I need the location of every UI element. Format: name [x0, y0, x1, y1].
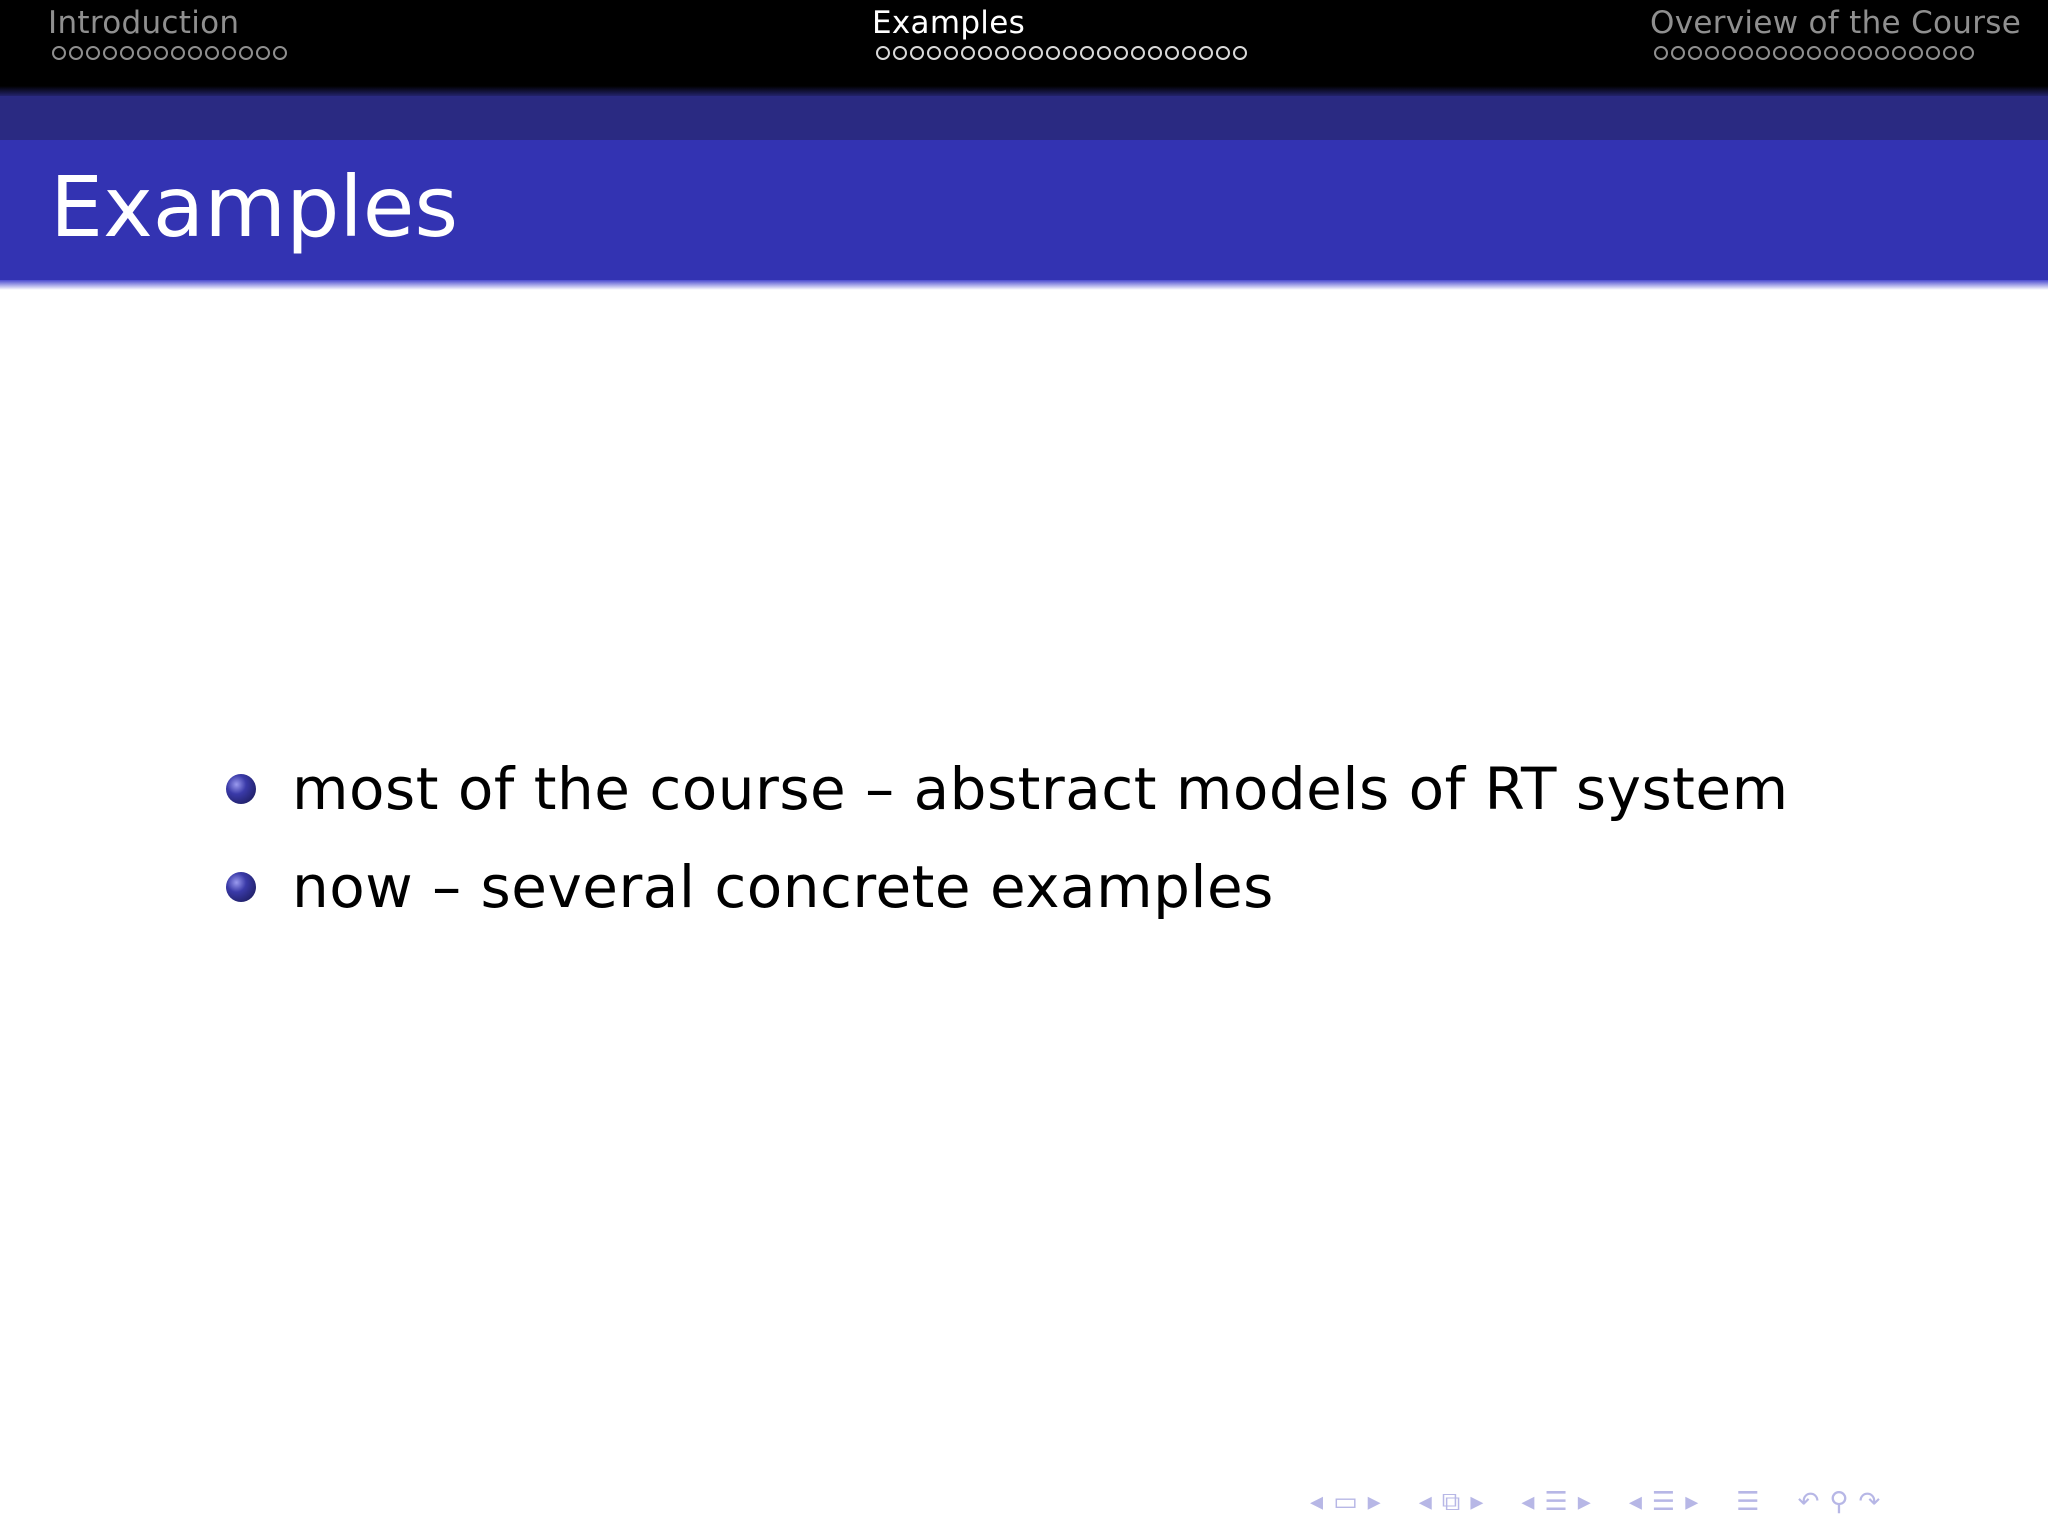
nav-dot[interactable] — [1773, 46, 1787, 60]
nav-dot[interactable] — [1926, 46, 1940, 60]
nav-dot[interactable] — [205, 46, 219, 60]
nav-section-title[interactable]: Examples — [872, 5, 1026, 41]
nav-dot[interactable] — [171, 46, 185, 60]
bullet-icon — [226, 872, 256, 902]
nav-dot[interactable] — [239, 46, 253, 60]
list-item — [226, 838, 1789, 936]
nav-section-introduction[interactable] — [48, 0, 287, 60]
nav-dot[interactable] — [1131, 46, 1145, 60]
nav-dot[interactable] — [1029, 46, 1043, 60]
nav-section-dots — [52, 46, 287, 60]
nav-section-examples[interactable] — [872, 0, 1247, 60]
nav-dot[interactable] — [1165, 46, 1179, 60]
nav-dot[interactable] — [1807, 46, 1821, 60]
arrow-right-icon[interactable]: ▸ — [1367, 1487, 1381, 1517]
nav-dot[interactable] — [1858, 46, 1872, 60]
nav-dot[interactable] — [52, 46, 66, 60]
title-bar-shadow — [0, 280, 2048, 290]
nav-dot[interactable] — [86, 46, 100, 60]
nav-dot[interactable] — [137, 46, 151, 60]
nav-dot[interactable] — [961, 46, 975, 60]
nav-dot[interactable] — [1063, 46, 1077, 60]
nav-dot[interactable] — [1739, 46, 1753, 60]
nav-dot[interactable] — [1960, 46, 1974, 60]
nav-dot[interactable] — [978, 46, 992, 60]
nav-dot[interactable] — [1216, 46, 1230, 60]
nav-dot[interactable] — [1199, 46, 1213, 60]
nav-section-title[interactable]: Introduction — [48, 5, 240, 41]
nav-dot[interactable] — [154, 46, 168, 60]
arrow-right-icon[interactable]: ▸ — [1685, 1487, 1699, 1517]
nav-dot[interactable] — [1080, 46, 1094, 60]
nav-dot[interactable] — [944, 46, 958, 60]
search-icon[interactable]: ⚲ — [1829, 1487, 1849, 1517]
nav-dot[interactable] — [1654, 46, 1668, 60]
arrow-left-icon[interactable]: ◂ — [1628, 1487, 1642, 1517]
nav-section-dots — [876, 46, 1247, 60]
bullet-icon — [226, 774, 256, 804]
nav-dot[interactable] — [1688, 46, 1702, 60]
nav-dot[interactable] — [1824, 46, 1838, 60]
nav-dot[interactable] — [876, 46, 890, 60]
list-item-text: now – several concrete examples — [292, 853, 1274, 921]
arrow-left-icon[interactable]: ◂ — [1521, 1487, 1535, 1517]
nav-dot[interactable] — [1097, 46, 1111, 60]
nav-dot[interactable] — [1909, 46, 1923, 60]
nav-dot[interactable] — [256, 46, 270, 60]
nav-dot[interactable] — [69, 46, 83, 60]
arrow-right-icon[interactable]: ▸ — [1577, 1487, 1591, 1517]
header-strip — [0, 96, 2048, 140]
nav-dot[interactable] — [1182, 46, 1196, 60]
nav-dot[interactable] — [910, 46, 924, 60]
nav-dot[interactable] — [273, 46, 287, 60]
navigation-symbols — [1310, 1482, 2030, 1522]
list-item — [226, 740, 1789, 838]
nav-section-dots — [1654, 46, 2021, 60]
nav-dot[interactable] — [222, 46, 236, 60]
nav-dot[interactable] — [1790, 46, 1804, 60]
nav-dot[interactable] — [927, 46, 941, 60]
presentation-icon[interactable]: ☰ — [1651, 1487, 1676, 1517]
toc-icon[interactable]: ☰ — [1736, 1487, 1760, 1517]
redo-icon[interactable]: ↷ — [1858, 1487, 1881, 1517]
nav-dot[interactable] — [120, 46, 134, 60]
arrow-left-icon[interactable]: ◂ — [1310, 1487, 1324, 1517]
headline-navbar — [0, 0, 2048, 88]
arrow-right-icon[interactable]: ▸ — [1470, 1487, 1484, 1517]
nav-section-title[interactable]: Overview of the Course — [1650, 5, 2022, 41]
nav-dot[interactable] — [1012, 46, 1026, 60]
arrow-left-icon[interactable]: ◂ — [1418, 1487, 1432, 1517]
nav-dot[interactable] — [1892, 46, 1906, 60]
nav-dot[interactable] — [995, 46, 1009, 60]
nav-dot[interactable] — [1705, 46, 1719, 60]
nav-dot[interactable] — [103, 46, 117, 60]
nav-section-overview[interactable] — [1650, 0, 2021, 60]
nav-dot[interactable] — [1233, 46, 1247, 60]
frame-content — [226, 740, 1789, 936]
nav-dot[interactable] — [1671, 46, 1685, 60]
nav-dot[interactable] — [1046, 46, 1060, 60]
nav-dot[interactable] — [1148, 46, 1162, 60]
frame-title: Examples — [50, 158, 459, 256]
list-item-text: most of the course – abstract models of RT system — [292, 755, 1789, 823]
nav-dot[interactable] — [1943, 46, 1957, 60]
nav-dot[interactable] — [1875, 46, 1889, 60]
nav-dot[interactable] — [1722, 46, 1736, 60]
subsection-icon[interactable]: ⧉ — [1441, 1487, 1461, 1517]
nav-dot[interactable] — [1756, 46, 1770, 60]
nav-dot[interactable] — [1841, 46, 1855, 60]
undo-icon[interactable]: ↶ — [1797, 1487, 1820, 1517]
nav-dot[interactable] — [188, 46, 202, 60]
section-icon[interactable]: ☰ — [1544, 1487, 1568, 1517]
frame-icon[interactable]: ▭ — [1333, 1487, 1358, 1517]
nav-dot[interactable] — [1114, 46, 1128, 60]
nav-dot[interactable] — [893, 46, 907, 60]
